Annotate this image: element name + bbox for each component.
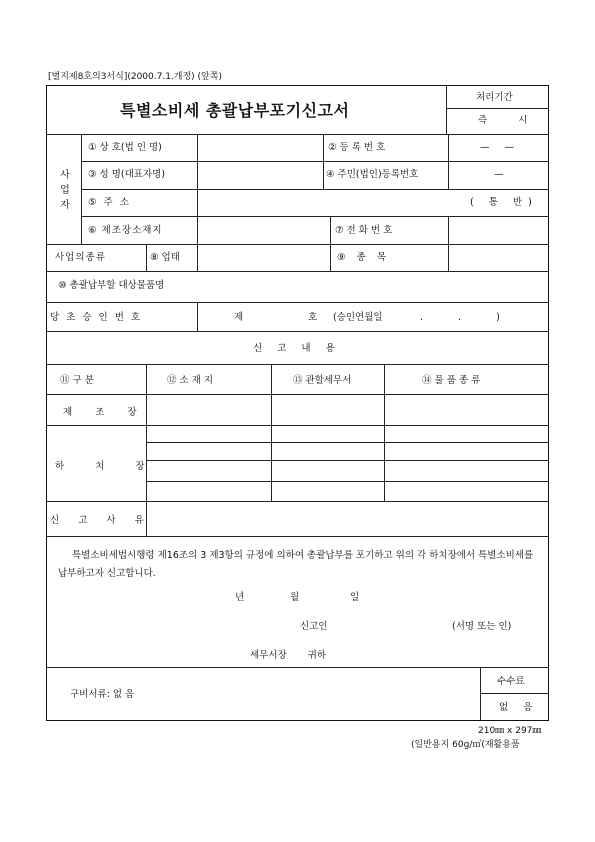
- address-suffix: ( 통 반): [470, 197, 538, 208]
- representative-field[interactable]: [199, 163, 321, 187]
- paper-type-note: (일반용지 60g/㎡(재활용품: [411, 740, 520, 750]
- approval-date-label: (승인연월일: [333, 312, 383, 323]
- reason-label: 신 고 사 유: [50, 515, 152, 526]
- business-item-label: ⑨ 종 목: [337, 252, 390, 263]
- column-division: ⑪ 구 분: [60, 375, 94, 386]
- processing-period-label: 처리기간: [476, 92, 513, 103]
- approval-no-prefix: 제: [234, 312, 244, 323]
- target-items-field[interactable]: [200, 273, 546, 300]
- reporter-label: 신고인: [300, 621, 328, 632]
- form-title: 특별소비세 총괄납부포기신고서: [120, 101, 350, 120]
- attachments-note: 구비서류: 없 음: [70, 689, 135, 700]
- resident-no-label: ④ 주민(법인)등록번호: [326, 169, 419, 180]
- approval-no-suffix: 호: [308, 312, 318, 323]
- row-shipping-label: 하 치 장: [55, 461, 159, 472]
- addressee: 세무서장 귀하: [250, 650, 327, 661]
- trade-name-field[interactable]: [199, 136, 321, 160]
- business-group-label: 사업자: [60, 170, 70, 211]
- date-year: 년: [235, 592, 245, 603]
- signature-note: (서명 또는 인): [452, 621, 512, 632]
- date-day: 일: [350, 592, 360, 603]
- fee-value: 없 음: [499, 702, 539, 713]
- resident-no-value: —: [494, 169, 504, 180]
- business-condition-field[interactable]: [199, 246, 329, 270]
- form-number-note: [별지제8호의3서식](2000.7.1.개정) (앞쪽): [48, 72, 222, 82]
- phone-label: ⑦ 전 화 번 호: [335, 225, 393, 236]
- fee-label: 수수료: [497, 676, 525, 687]
- reg-no-value: — —: [480, 142, 521, 153]
- target-items-label: ⑩ 총괄납부할 대상물품명: [58, 280, 165, 291]
- paper-size-note: 210㎜ x 297㎜: [478, 726, 542, 736]
- declaration-text: 특별소비세법시행령 제16조의 3 제3항의 규정에 의하여 총괄납부를 포기하고 위의 각 하치장에서 특별소비세를 납부하고자 신고합니다.: [58, 550, 534, 579]
- column-tax-office: ⑬ 관할세무서: [293, 375, 352, 386]
- row-manufacture-label: 제 조 장: [63, 407, 147, 418]
- reason-field[interactable]: [148, 503, 546, 534]
- date-month: 월: [290, 592, 300, 603]
- phone-field[interactable]: [450, 218, 546, 242]
- report-content-title: 신 고 내 용: [253, 343, 341, 354]
- factory-location-field[interactable]: [199, 218, 329, 242]
- approval-no-label: 당초승인번호: [50, 312, 148, 323]
- column-item-type: ⑭ 물 품 종 류: [422, 375, 481, 386]
- business-item-field[interactable]: [450, 246, 546, 270]
- reg-no-label: ② 등 록 번 호: [328, 142, 386, 153]
- approval-date-blank: . . ): [420, 312, 516, 323]
- factory-location-label: ⑥ 제조장소재지: [88, 225, 163, 236]
- trade-name-label: ① 상 호(법 인 명): [88, 142, 162, 153]
- column-location: ⑫ 소 재 지: [167, 375, 214, 386]
- business-condition-label: ⑧ 업태: [150, 252, 180, 263]
- address-label: ⑤ 주 소: [88, 197, 131, 208]
- processing-period-value: 즉 시: [478, 115, 542, 126]
- address-field[interactable]: [199, 191, 469, 215]
- business-type-label: 사업의종류: [55, 252, 106, 263]
- representative-label: ③ 성 명(대표자명): [88, 169, 166, 180]
